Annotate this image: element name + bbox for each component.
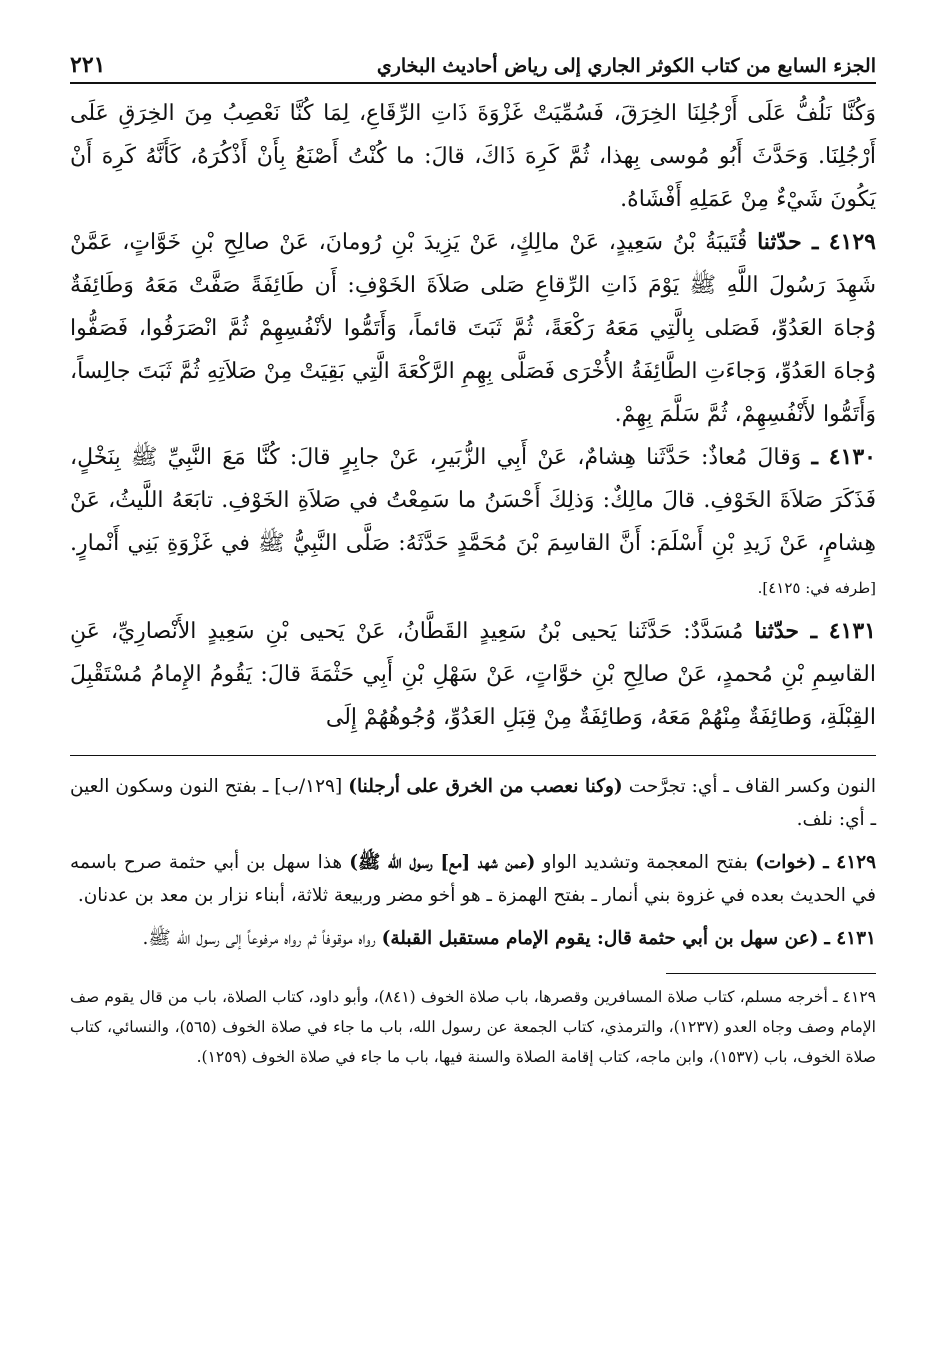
hadith-4129 <box>70 221 876 436</box>
book-page <box>70 52 876 1072</box>
footnote-divider <box>666 973 876 974</box>
hadith-4131-number: ٤١٣١ ـ حدّثنا <box>754 618 876 644</box>
hadith-4129-number: ٤١٢٩ ـ حدّثنا <box>757 229 876 255</box>
commentary-notes <box>70 770 876 955</box>
hadith-4130-number: ٤١٣٠ ـ <box>811 444 876 470</box>
note-4129-number: ٤١٢٩ ـ <box>823 852 877 873</box>
note-4129 <box>70 846 876 912</box>
note-4129-lemma-1: (خوات) <box>755 852 817 873</box>
commentary-divider <box>70 755 876 756</box>
takhrij-4129: ٤١٢٩ ـ أخرجه مسلم، كتاب صلاة المسافرين وقصرها، باب صلاة الخوف (٨٤١)، وأبو داود، كتاب الصلاة، باب من قال يقوم صف الإمام وصف وجاه العدو (١٢٣٧)، والترمذي، كتاب الجمعة عن رسول الله، باب ما جاء في صلاة الخوف (٥٦٥)، والنسائي، كتاب صلاة الخوف، باب (١٥٣٧)، وابن ماجه، كتاب إقامة الصلاة والسنة فيها، باب ما جاء في صلاة الخوف (١٢٥٩). <box>70 988 876 1066</box>
header-title: الجزء السابع من كتاب الكوثر الجاري إلى رياض أحاديث البخاري <box>376 55 876 77</box>
note-4131-number: ٤١٣١ ـ <box>824 928 876 949</box>
note-4129-text-a: بفتح المعجمة وتشديد الواو <box>542 852 749 873</box>
main-text <box>70 92 876 739</box>
note-1-text-b: [١٢٩/ب] ـ بفتح النون وسكون العين ـ أي: نلف. <box>70 776 876 830</box>
note-4129-lemma-2: (عمن شهد [مع] رسول الله ﷺ) <box>349 852 536 873</box>
note-4131 <box>70 922 876 955</box>
running-header <box>70 52 876 84</box>
note-4129-text-b: هذا سهل بن أبي حثمة صرح باسمه في الحديث بعده في غزوة بني أنمار ـ بفتح الهمزة ـ هو أخو مضر وربيعة ثلاثة، أبناء نزار بن معد بن عدنان. <box>70 852 876 906</box>
hadith-4130 <box>70 436 876 610</box>
hadith-4130-reference: [طرفه في: ٤١٢٥]. <box>757 579 876 597</box>
hadith-4131-text: مُسَدَّدٌ: حَدَّثَنا يَحيى بْنُ سَعِيدٍ القَطَّانُ، عَنْ يَحيى بْنِ سَعِيدٍ الأَنْصارِيِّ، عَنِ القاسِمِ بْنِ مُحمدٍ، عَنْ صالِحِ بْنِ خوَّاتٍ، عَنْ سَهْلِ بْنِ أَبِي حَثْمَةَ قالَ: يَقُومُ الإِمامُ مُسْتَقْبِلَ القِبْلَةِ، وَطائِفَةٌ مِنْهُمْ مَعَهُ، وَطائِفَةٌ مِنْ قِبَلِ العَدُوِّ، وُجُوهُهُمْ إِلَى <box>70 619 876 730</box>
hadith-4131 <box>70 610 876 739</box>
hadith-4130-text: وَقالَ مُعاذٌ: حَدَّثَنا هِشامٌ، عَنْ أَبِي الزُّبَيرِ، عَنْ جابِرٍ قالَ: كُنَّا مَعَ النَّبِيِّ ﷺ بِنَخْلٍ، فَذَكَرَ صَلاَةَ الخَوْفِ. قالَ مالِكٌ: وَذلِكَ أَحْسَنُ ما سَمِعْتُ في صَلاَةِ الخَوْفِ. تابَعَهُ اللَّيثُ، عَنْ هِشامٍ، عَنْ زَيدِ بْنِ أَسْلَمَ: أَنَّ القاسِمَ بْنَ مُحَمَّدٍ حَدَّثَهُ: صَلَّى النَّبِيُّ ﷺ في غَزْوَةِ بَنِي أَنْمارٍ. <box>70 445 876 556</box>
note-4131-lemma: (عن سهل بن أبي حثمة قال: يقوم الإمام مستقبل القبلة) <box>381 928 819 949</box>
takhrij-footnote <box>70 982 876 1072</box>
note-1-lemma: (وكنا نعصب من الخرق على أرجلنا) <box>348 776 623 797</box>
note-1 <box>70 770 876 836</box>
hadith-4129-text: قُتَيبَةُ بْنُ سَعِيدٍ، عَنْ مالِكٍ، عَنْ يَزِيدَ بْنِ رُومانَ، عَنْ صالِحِ بْنِ خَوَّاتٍ، عَمَّنْ شَهِدَ رَسُولَ اللَّهِ ﷺ يَوْمَ ذَاتِ الرِّقاعِ صَلى صَلاَةَ الخَوْفِ: أَن طَائِفَةً صَفَّتْ مَعَهُ وَطَائِفَةٌ وُجاهَ العَدُوِّ، فَصَلى بِالَّتِي مَعَهُ رَكْعَةً، ثُمَّ ثَبَتَ قائماً، وَأَتَمُّوا لأنْفُسِهِمْ ثُمَّ انْصَرَفُوا، فَصَفُّوا وُجاهَ العَدُوِّ، وَجاءَتِ الطَّائِفَةُ الأُخْرَى فَصَلَّى بِهِمِ الرَّكْعَةَ الَّتِي بَقِيَتْ مِنْ صَلاَتِهِ ثُمَّ ثَبَتَ جالِساً، وَأَتَمُّوا لأَنْفُسِهِمْ، ثُمَّ سَلَّمَ بِهِمْ. <box>70 230 876 427</box>
note-1-text-a: النون وكسر القاف ـ أي: تجرَّحت <box>628 776 876 797</box>
paragraph-continued: وَكُنَّا نَلُفُّ عَلَى أَرْجُلِنَا الخِرَقَ، فَسُمِّيَتْ غَزْوَةَ ذَاتِ الرِّقَاعِ، لِمَا كُنَّا نَعْصِبُ مِنَ الخِرَقِ عَلَى أَرْجُلِنَا. وَحَدَّثَ أَبُو مُوسى بِهذا، ثُمَّ كَرِهَ ذَاكَ، قالَ: ما كُنْتُ أَصْنَعُ بِأَنْ أَذْكُرَهُ، كَأَنَّهُ كَرِهَ أَنْ يَكُونَ شَيْءٌ مِنْ عَمَلِهِ أَفْشَاهُ. <box>70 101 876 212</box>
page-number: ٢٢١ <box>70 52 106 78</box>
note-4131-text: رواه موقوفاً ثم رواه مرفوعاً إلى رسول الله ﷺ. <box>142 928 376 949</box>
